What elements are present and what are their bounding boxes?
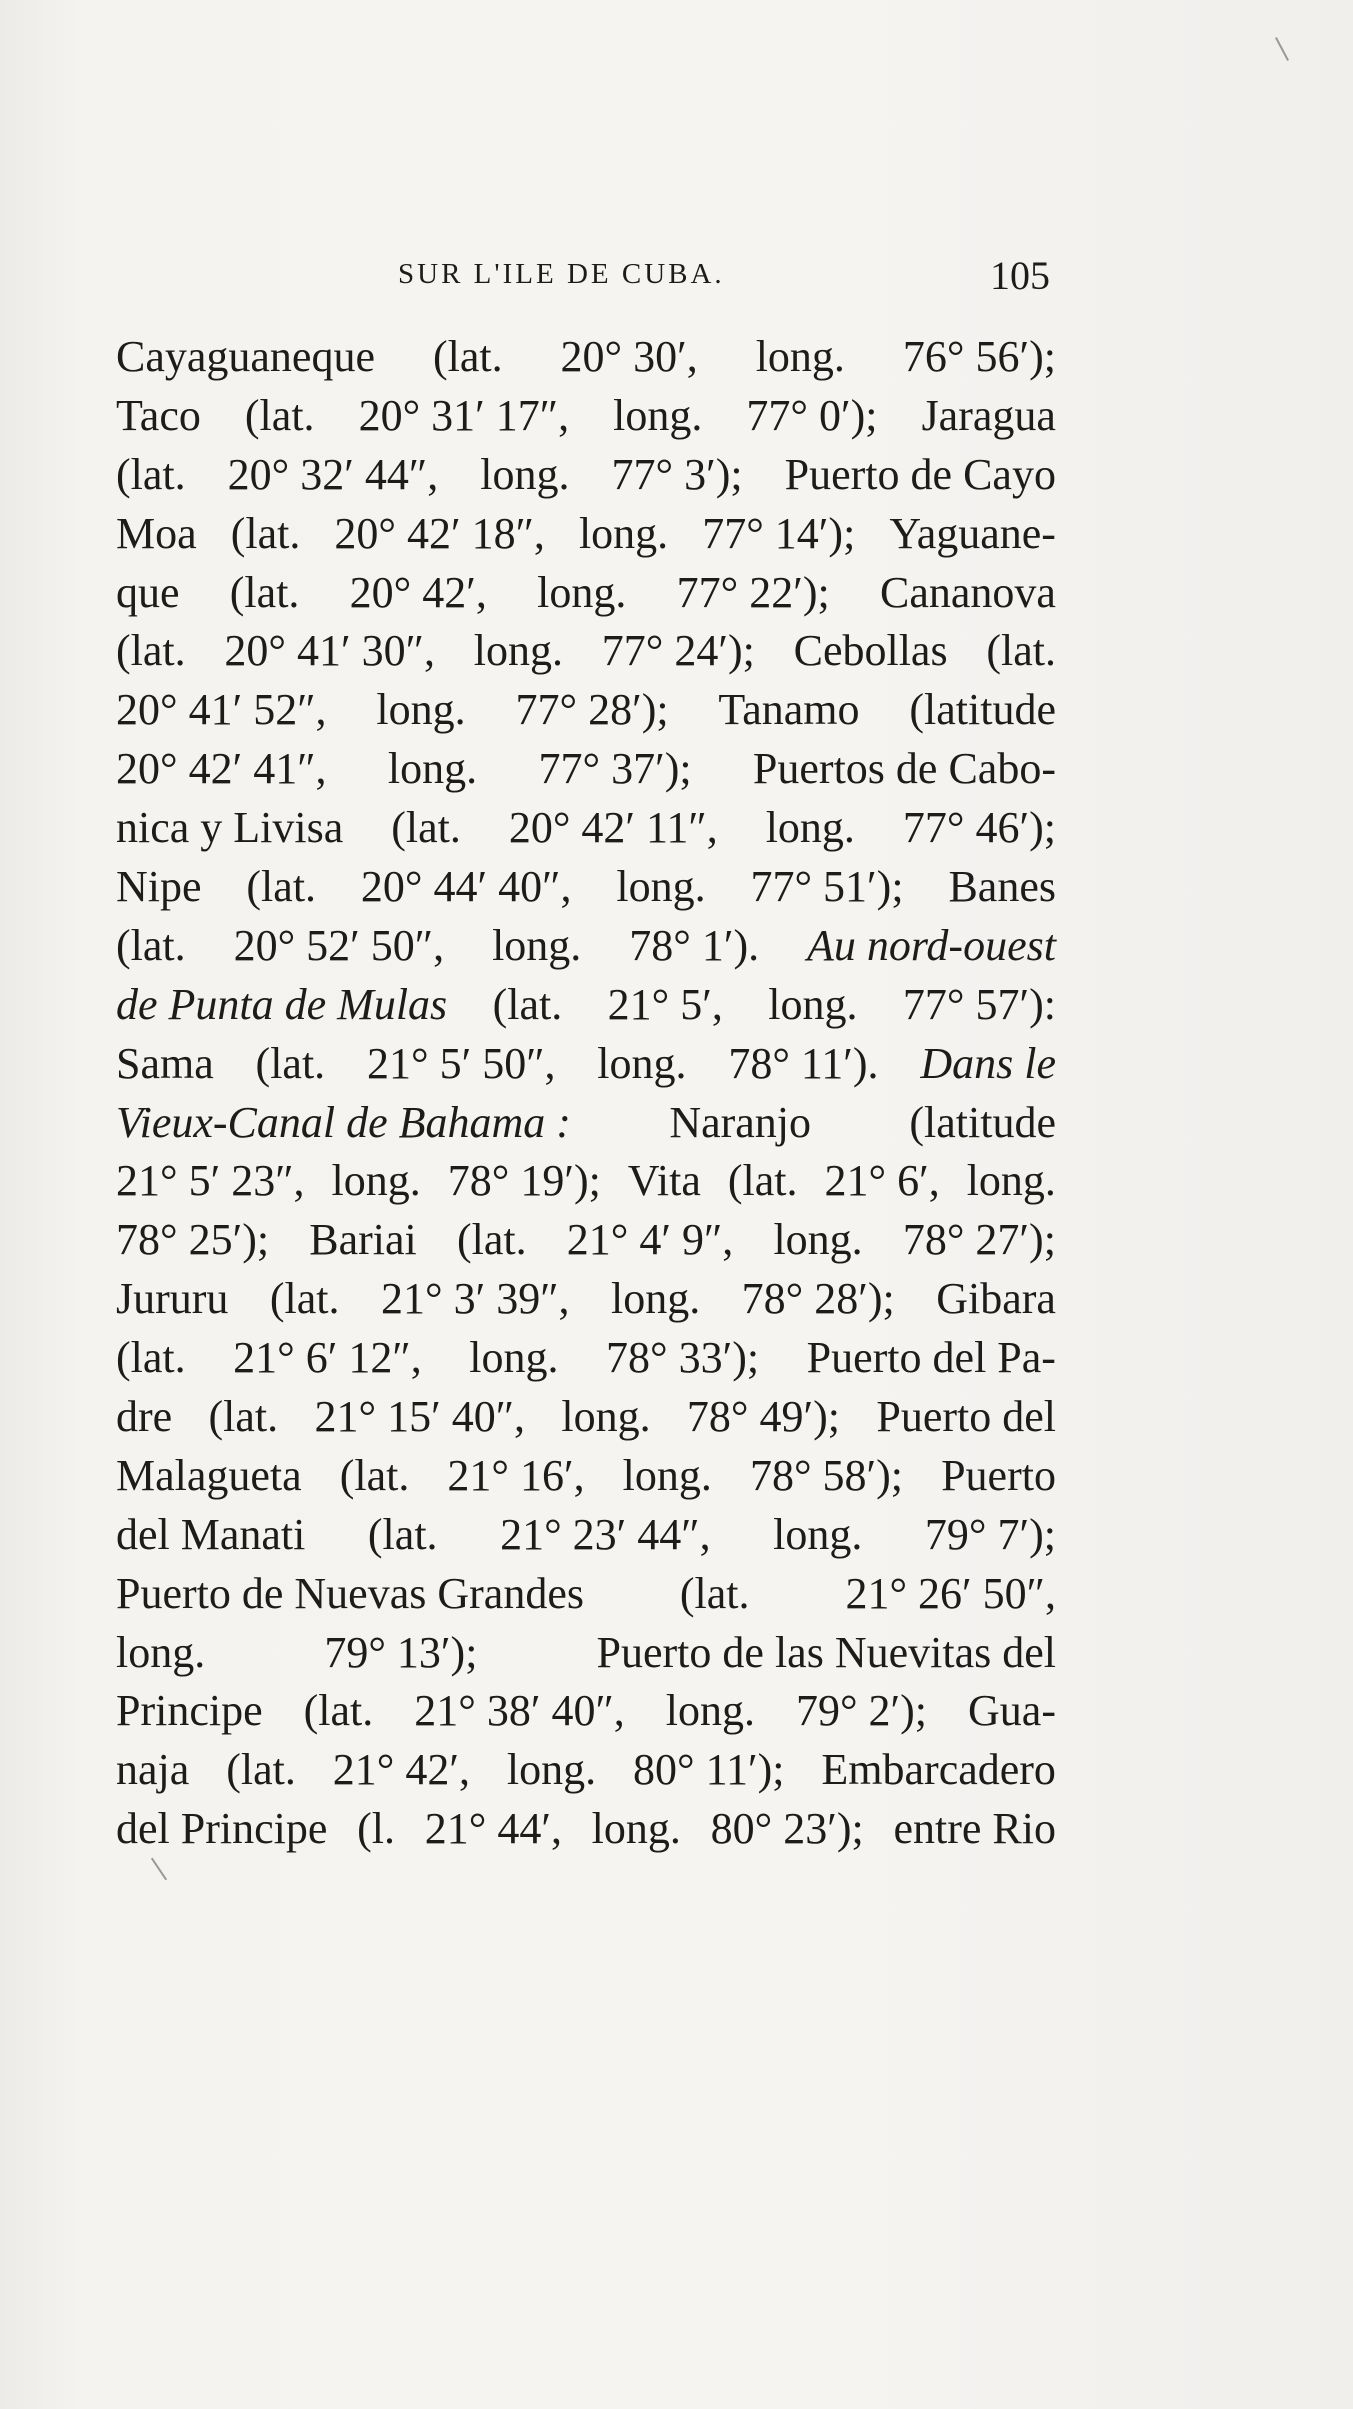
text-segment: nica y Livisa bbox=[116, 803, 344, 853]
running-title: SUR L'ILE DE CUBA. bbox=[398, 258, 725, 290]
text-segment: 21° 4′ 9″, bbox=[566, 1215, 734, 1265]
text-line bbox=[116, 328, 1056, 387]
text-segment: 76° 56′); bbox=[902, 332, 1056, 381]
text-segment: (l. bbox=[357, 1804, 395, 1854]
text-segment: entre Rio bbox=[893, 1804, 1056, 1854]
text-segment: Malagueta bbox=[116, 1450, 302, 1500]
text-segment: 20° 42′ 18″, bbox=[334, 508, 545, 558]
text-segment: long. bbox=[610, 1274, 701, 1324]
text-segment: que bbox=[116, 567, 180, 617]
text-segment: (lat. bbox=[679, 1568, 750, 1618]
text-segment: 21° 6′ 12″, bbox=[233, 1333, 422, 1383]
text-line bbox=[116, 681, 1056, 740]
text-segment: long. bbox=[966, 1156, 1056, 1206]
margin-mark-bottom bbox=[151, 1858, 167, 1881]
text-segment: (lat. bbox=[492, 979, 563, 1029]
page-header bbox=[398, 252, 1050, 300]
text-segment: 77° 46′); bbox=[902, 803, 1056, 853]
text-segment: 78° 28′); bbox=[741, 1274, 895, 1324]
text-segment: long. bbox=[506, 1745, 597, 1795]
text-segment: dre bbox=[116, 1392, 173, 1442]
text-segment: long. bbox=[480, 449, 570, 499]
text-segment: (lat. bbox=[230, 508, 301, 558]
text-segment: 20° 42′ 41″, bbox=[116, 744, 327, 794]
text-segment: 77° 57′): bbox=[902, 979, 1056, 1029]
text-segment: long. bbox=[578, 508, 669, 558]
text-segment: Vieux-Canal de Bahama : bbox=[116, 1097, 571, 1147]
text-segment: 21° 5′, bbox=[607, 979, 723, 1029]
text-line bbox=[116, 1624, 1056, 1683]
text-segment: 79° 7′); bbox=[924, 1509, 1056, 1559]
text-line bbox=[116, 1800, 1056, 1859]
text-segment: 77° 0′); bbox=[746, 390, 878, 440]
text-line bbox=[116, 1447, 1056, 1506]
text-segment: long. bbox=[387, 744, 478, 794]
text-segment: 21° 6′, bbox=[824, 1156, 940, 1206]
text-line bbox=[116, 799, 1056, 858]
text-segment: 77° 51′); bbox=[750, 862, 904, 912]
text-segment: 79° 2′); bbox=[795, 1686, 928, 1736]
text-segment: 20° 52′ 50″, bbox=[233, 920, 445, 970]
text-segment: (lat. bbox=[303, 1686, 374, 1736]
text-segment: (lat. bbox=[391, 803, 461, 853]
text-segment: 80° 23′); bbox=[710, 1804, 864, 1854]
text-segment: del Manati bbox=[116, 1509, 306, 1559]
text-segment: 78° 27′); bbox=[902, 1215, 1056, 1265]
text-segment: Puertos de Cabo- bbox=[752, 744, 1056, 794]
text-segment: Puerto de Cayo bbox=[784, 449, 1056, 499]
text-segment: long. bbox=[561, 1392, 651, 1442]
text-segment: Banes bbox=[948, 862, 1056, 912]
text-segment: (lat. bbox=[246, 862, 317, 912]
text-line bbox=[116, 1565, 1056, 1624]
text-segment: Jururu bbox=[116, 1274, 229, 1324]
text-segment: 21° 15′ 40″, bbox=[314, 1392, 526, 1442]
text-segment: 78° 11′). bbox=[728, 1038, 879, 1088]
text-segment: (lat. bbox=[229, 567, 300, 617]
text-segment: Vita bbox=[627, 1156, 701, 1206]
text-segment: (lat. bbox=[456, 1215, 527, 1265]
text-segment: long. bbox=[613, 390, 703, 440]
text-segment: Gua- bbox=[968, 1686, 1056, 1736]
text-segment: (lat. bbox=[255, 1038, 326, 1088]
text-segment: (lat. bbox=[226, 1745, 296, 1795]
text-line bbox=[116, 505, 1056, 564]
text-line bbox=[116, 1094, 1056, 1153]
text-segment: Puerto del bbox=[876, 1392, 1056, 1442]
text-segment: 77° 37′); bbox=[538, 744, 692, 794]
text-segment: 77° 22′); bbox=[676, 567, 830, 617]
text-segment: Bariai bbox=[309, 1215, 417, 1265]
text-segment: 21° 38′ 40″, bbox=[414, 1686, 625, 1736]
text-segment: 77° 24′); bbox=[601, 626, 755, 676]
text-segment: 79° 13′); bbox=[324, 1627, 478, 1677]
text-segment: 78° 1′). bbox=[629, 920, 760, 970]
text-segment: long. bbox=[773, 1509, 863, 1559]
text-segment: long. bbox=[622, 1450, 712, 1500]
text-segment: (lat. bbox=[727, 1156, 798, 1206]
text-line bbox=[116, 917, 1056, 976]
text-segment: long. bbox=[473, 626, 563, 676]
text-segment: long. bbox=[537, 567, 627, 617]
text-segment: 20° 42′, bbox=[349, 567, 487, 617]
text-segment: Principe bbox=[116, 1686, 263, 1736]
text-line bbox=[116, 1211, 1056, 1270]
text-segment: long. bbox=[492, 920, 582, 970]
text-segment: (lat. bbox=[986, 626, 1056, 676]
text-segment: 21° 5′ 23″, bbox=[116, 1156, 305, 1206]
text-segment: 78° 19′); bbox=[447, 1156, 601, 1206]
text-segment: Jaragua bbox=[921, 390, 1056, 440]
text-segment: Embarcadero bbox=[821, 1745, 1056, 1795]
text-segment: (lat. bbox=[269, 1274, 340, 1324]
text-segment: 21° 16′, bbox=[447, 1450, 585, 1500]
text-segment: Taco bbox=[116, 390, 201, 440]
text-segment: (lat. bbox=[432, 332, 503, 381]
text-segment: 77° 28′); bbox=[515, 685, 669, 735]
text-segment: long. bbox=[116, 1627, 206, 1677]
text-segment: 20° 30′, bbox=[560, 332, 698, 381]
text-segment: Puerto de Nuevas Grandes bbox=[116, 1568, 584, 1618]
text-segment: 20° 44′ 40″, bbox=[360, 862, 572, 912]
text-segment: del Principe bbox=[116, 1804, 328, 1854]
text-segment: (lat. bbox=[244, 390, 315, 440]
page-number: 105 bbox=[990, 253, 1050, 298]
text-line bbox=[116, 446, 1056, 505]
text-segment: 21° 42′, bbox=[332, 1745, 470, 1795]
text-segment: Cananova bbox=[880, 567, 1056, 617]
text-segment: long. bbox=[591, 1804, 681, 1854]
text-segment: 20° 41′ 30″, bbox=[224, 626, 435, 676]
text-segment: (lat. bbox=[116, 626, 186, 676]
text-segment: Tanamo bbox=[718, 685, 860, 735]
text-segment: 20° 42′ 11″, bbox=[508, 803, 718, 853]
text-segment: 21° 5′ 50″, bbox=[366, 1038, 556, 1088]
text-segment: 21° 44′, bbox=[424, 1804, 562, 1854]
text-segment: (lat. bbox=[208, 1392, 279, 1442]
text-segment: long. bbox=[765, 803, 855, 853]
text-segment: (lat. bbox=[116, 449, 186, 499]
text-segment: 78° 33′); bbox=[606, 1333, 760, 1383]
text-segment: (lat. bbox=[116, 1333, 186, 1383]
text-segment: Puerto de las Nuevitas del bbox=[596, 1627, 1056, 1677]
text-segment: 78° 25′); bbox=[116, 1215, 270, 1265]
text-segment: Naranjo bbox=[669, 1097, 812, 1147]
text-segment: long. bbox=[616, 862, 706, 912]
text-line bbox=[116, 564, 1056, 623]
text-line bbox=[116, 1741, 1056, 1800]
text-segment: 20° 32′ 44″, bbox=[227, 449, 439, 499]
text-segment: 20° 31′ 17″, bbox=[358, 390, 570, 440]
text-segment: (lat. bbox=[339, 1450, 410, 1500]
text-line bbox=[116, 622, 1056, 681]
text-segment: (lat. bbox=[116, 920, 186, 970]
text-line bbox=[116, 1388, 1056, 1447]
text-segment: 77° 14′); bbox=[702, 508, 856, 558]
text-segment: Gibara bbox=[936, 1274, 1056, 1324]
text-segment: long. bbox=[331, 1156, 421, 1206]
text-segment: Cebollas bbox=[793, 626, 948, 676]
text-segment: 21° 3′ 39″, bbox=[380, 1274, 570, 1324]
text-line bbox=[116, 1035, 1056, 1094]
text-segment: 77° 3′); bbox=[611, 449, 743, 499]
text-line bbox=[116, 740, 1056, 799]
text-line bbox=[116, 1506, 1056, 1565]
text-segment: 21° 23′ 44″, bbox=[500, 1509, 711, 1559]
text-segment: Au nord-ouest bbox=[807, 920, 1056, 970]
text-line bbox=[116, 1270, 1056, 1329]
text-line bbox=[116, 858, 1056, 917]
text-segment: Puerto del Pa- bbox=[806, 1333, 1056, 1383]
text-line bbox=[116, 976, 1056, 1035]
text-segment: Puerto bbox=[941, 1450, 1056, 1500]
text-segment: long. bbox=[597, 1038, 687, 1088]
text-segment: 21° 26′ 50″, bbox=[845, 1568, 1056, 1618]
text-line bbox=[116, 1682, 1056, 1741]
text-segment: 80° 11′); bbox=[633, 1745, 785, 1795]
text-segment: (latitude bbox=[909, 685, 1056, 735]
text-segment: long. bbox=[768, 979, 858, 1029]
text-segment: de Punta de Mulas bbox=[116, 979, 448, 1029]
text-segment: long. bbox=[773, 1215, 863, 1265]
text-segment: 20° 41′ 52″, bbox=[116, 685, 327, 735]
text-segment: Sama bbox=[116, 1038, 214, 1088]
body-text bbox=[116, 328, 1056, 1859]
text-segment: long. bbox=[376, 685, 466, 735]
text-segment: Yaguane- bbox=[889, 508, 1056, 558]
text-segment: Cayaguaneque bbox=[116, 332, 375, 381]
text-segment: Moa bbox=[116, 508, 197, 558]
text-segment: naja bbox=[116, 1745, 190, 1795]
text-segment: Nipe bbox=[116, 862, 202, 912]
margin-mark-top bbox=[1275, 37, 1289, 61]
text-line bbox=[116, 1329, 1056, 1388]
text-segment: (latitude bbox=[909, 1097, 1056, 1147]
text-line bbox=[116, 387, 1056, 446]
text-segment: long. bbox=[665, 1686, 755, 1736]
text-segment: Dans le bbox=[920, 1038, 1056, 1088]
text-segment: long. bbox=[755, 332, 845, 381]
text-segment: 78° 58′); bbox=[749, 1450, 904, 1500]
text-segment: long. bbox=[469, 1333, 559, 1383]
text-line bbox=[116, 1152, 1056, 1211]
text-segment: (lat. bbox=[367, 1509, 438, 1559]
text-segment: 78° 49′); bbox=[686, 1392, 841, 1442]
